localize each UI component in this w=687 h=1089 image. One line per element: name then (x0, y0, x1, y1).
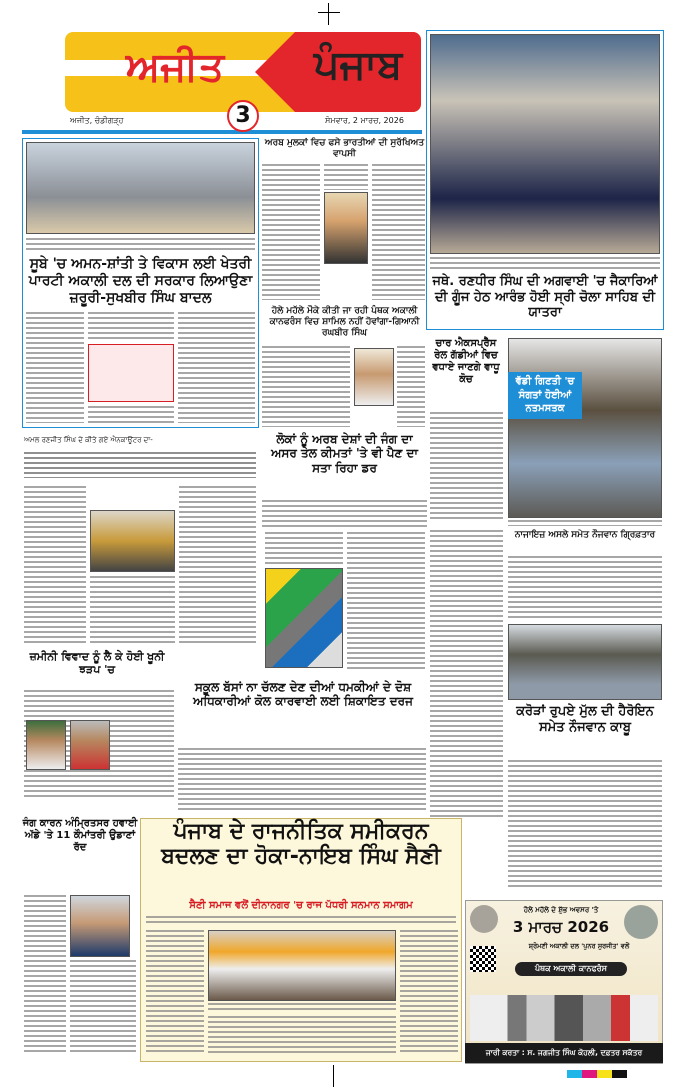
masthead-title-left: ਅਜੀਤ (125, 44, 225, 90)
leaders-portraits (470, 995, 658, 1041)
masthead-title-right: ਪੰਜਾਬ (313, 42, 403, 88)
ad-image-right (624, 905, 658, 939)
body-text (24, 452, 256, 478)
arab-return-headline: ਅਰਬ ਮੁਲਕਾਂ ਵਿਚ ਫਸੇ ਭਾਰਤੀਆਂ ਦੀ ਸੁਰੱਖਿਅਤ ਵਾਪਸੀ (264, 138, 425, 159)
land-headline: ਜ਼ਮੀਨੀ ਵਿਵਾਦ ਨੂੰ ਲੈ ਕੇ ਹੋਈ ਖੂਨੀ ਝੜਪ 'ਚ (29, 650, 165, 677)
body-text (90, 576, 175, 644)
ranjit-kicker: ਅਮਲ ਰਣਜੀਤ ਸਿੰਘ ਦੇ ਕੀਤੇ ਗਏ ਐਨਕਾਊਂਟਰ ਦਾ- (24, 436, 153, 444)
chola-sahib-photo (430, 34, 660, 254)
body-text (178, 748, 426, 812)
body-text (262, 164, 320, 300)
body-text (262, 500, 427, 528)
official-photo (70, 895, 130, 957)
date: ਸੋਮਵਾਰ, 2 ਮਾਰਚ, 2026 (325, 116, 404, 125)
rail-headline: ਚਾਰ ਐਕਸਪ੍ਰੈੱਸ ਰੇਲ ਗੱਡੀਆਂ ਵਿਚ ਵਧਾਏ ਜਾਣਗੇ ਵਾਧੂ ਕੋਚ (432, 338, 500, 385)
oil-headline: ਲੋਕਾਂ ਨੂੰ ਅਰਬ ਦੇਸ਼ਾਂ ਦੀ ਜੰਗ ਦਾ ਅਸਰ ਤੇਲ ਕੀਮਤਾਂ 'ਤੇ ਵੀ ਪੈਣ ਦਾ ਸਤਾ ਰਿਹਾ ਡਰ (271, 432, 418, 475)
highlight-box: ਵੱਡੀ ਗਿਣਤੀ 'ਚ ਸੰਗਤਾਂ ਹੋਈਆਂ ਨਤਮਸਤਕ (508, 372, 582, 419)
saini-headline: ਪੰਜਾਬ ਦੇ ਰਾਜਨੀਤਿਕ ਸਮੀਕਰਨ ਬਦਲਣ ਦਾ ਹੋਕਾ-ਨਾਇਬ ਸਿੰਘ ਸੈਣੀ (161, 819, 441, 869)
body-text (179, 486, 256, 644)
police-photo (508, 624, 662, 700)
ad-event: ਪੰਥਕ ਅਕਾਲੀ ਕਾਨਫਰੰਸ (515, 962, 627, 976)
body-text (347, 532, 425, 672)
body-text (324, 164, 368, 190)
chola-sahib-headline: ਜਥੇ. ਰਣਧੀਰ ਸਿੰਘ ਦੀ ਅਗਵਾਈ 'ਚ ਜੈਕਾਰਿਆਂ ਦੀ ਗੂੰਜ ਹੇਠ ਆਰੰਭ ਹੋਈ ਸ੍ਰੀ ਚੋਲਾ ਸਾਹਿਬ ਦੀ ਯਾਤਰਾ (432, 274, 658, 321)
body-text (508, 760, 662, 887)
body-text (372, 164, 425, 300)
photo-caption (26, 238, 255, 252)
saini-subhead: ਸੈਣੀ ਸਮਾਜ ਵਲੋਂ ਦੀਨਾਨਗਰ 'ਚ ਰਾਜ ਪੱਧਰੀ ਸਨਮਾਨ ਸਮਾਗਮ (189, 900, 413, 911)
body-text (88, 312, 174, 340)
victim-photo (70, 720, 110, 770)
ad-party: ਸ਼੍ਰੋਮਣੀ ਅਕਾਲੀ ਦਲ 'ਪੁਨਰ ਸੁਰਜੀਤ' ਵਲੋਂ (528, 942, 630, 950)
color-registration-marks (567, 1070, 627, 1078)
body-text (430, 530, 503, 820)
page-number: 3 (227, 100, 259, 132)
body-text (208, 1016, 396, 1054)
qr-code (470, 946, 496, 972)
body-text (26, 312, 84, 423)
crop-mark (328, 3, 329, 25)
school-bus-headline: ਸਕੂਲ ਬੱਸਾਂ ਨਾ ਚੱਲਣ ਦੇਣ ਦੀਆਂ ਧਮਕੀਆਂ ਦੇ ਦੋਸ਼ ਅਧਿਕਾਰੀਆਂ ਕੋਲ ਕਾਰਵਾਈ ਲਈ ਸ਼ਿਕਾਇਤ ਦਰਜ (193, 680, 413, 709)
portrait-photo (354, 348, 394, 406)
sukhbir-photo (26, 142, 255, 234)
flights-headline: ਜੰਗ ਕਾਰਨ ਅੰਮ੍ਰਿਤਸਰ ਹਵਾਈ ਅੱਡੇ 'ਤੇ 11 ਕੌਮਾਂਤਰੀ ਉਡਾਣਾਂ ਰੱਦ (22, 818, 138, 853)
arms-headline: ਨਾਜਾਇਜ਼ ਅਸਲੇ ਸਮੇਤ ਨੌਜਵਾਨ ਗ੍ਰਿਫ਼ਤਾਰ (514, 530, 656, 540)
ad-date: 3 ਮਾਰਚ 2026 (512, 918, 610, 936)
body-text (146, 916, 456, 926)
body-text (430, 412, 503, 522)
body-text (265, 532, 343, 566)
victim-photo (26, 720, 66, 770)
photo-caption (508, 520, 662, 526)
body-text (400, 930, 458, 1053)
body-text (24, 486, 86, 644)
saini-event-photo (208, 930, 396, 1001)
ad-line1: ਹੋਲੇ ਮਹੱਲੇ ਦੇ ਸ਼ੁੱਭ ਅਵਸਰ 'ਤੇ (523, 906, 599, 914)
crop-mark (333, 1065, 334, 1087)
body-text (146, 930, 204, 1053)
inset-box (88, 344, 174, 402)
body-text (88, 406, 174, 424)
crop-mark (318, 12, 340, 13)
body-text (262, 346, 350, 427)
portrait-photo (324, 192, 368, 264)
sukhbir-headline: ਸੂਬੇ 'ਚ ਅਮਨ-ਸ਼ਾਂਤੀ ਤੇ ਵਿਕਾਸ ਲਈ ਖੇਤਰੀ ਪਾਰਟੀ ਅਕਾਲੀ ਦਲ ਦੀ ਸਰਕਾਰ ਲਿਆਉਣਾ ਜ਼ਰੂਰੀ-ਸੁਖਬੀਰ ਸਿੰਘ ਬਾਦਲ (28, 256, 253, 306)
blue-rule (22, 130, 422, 134)
body-text (508, 556, 662, 620)
ad-issuer: ਜਾਰੀ ਕਰਤਾ : ਸ. ਜਗਜੀਤ ਸਿੰਘ ਕੋਹਲੀ, ਦਫ਼ਤਰ ਸਕੱਤਰ (465, 1043, 663, 1063)
body-text (397, 346, 425, 427)
heroin-headline: ਕਰੋੜਾਂ ਰੁਪਏ ਮੁੱਲ ਦੀ ਹੈਰੋਇਨ ਸਮੇਤ ਨੌਜਵਾਨ ਕਾਬੂ (516, 704, 654, 735)
fuel-nozzle-photo (265, 568, 343, 668)
hola-mohalla-headline: ਹੋਲੇ ਮਹੱਲੇ ਮੌਕੇ ਕੀਤੀ ਜਾ ਰਹੀ ਪੰਥਕ ਅਕਾਲੀ ਕਾਨਫਰੰਸ ਵਿਚ ਸ਼ਾਮਿਲ ਨਹੀਂ ਹੋਵਾਂਗਾ-ਗਿਆਨੀ ਰਘਬੀਰ ਸਿੰਘ (269, 306, 420, 338)
ad-image-left (470, 905, 498, 933)
police-photo (508, 338, 662, 518)
edition: ਅਜੀਤ, ਚੰਡੀਗੜ੍ਹ (70, 116, 124, 125)
photo-caption (208, 1003, 396, 1013)
photo-caption (430, 257, 660, 271)
body-text (70, 960, 136, 1055)
body-text (178, 312, 255, 423)
body-text (24, 895, 66, 1055)
protest-photo (90, 510, 175, 572)
